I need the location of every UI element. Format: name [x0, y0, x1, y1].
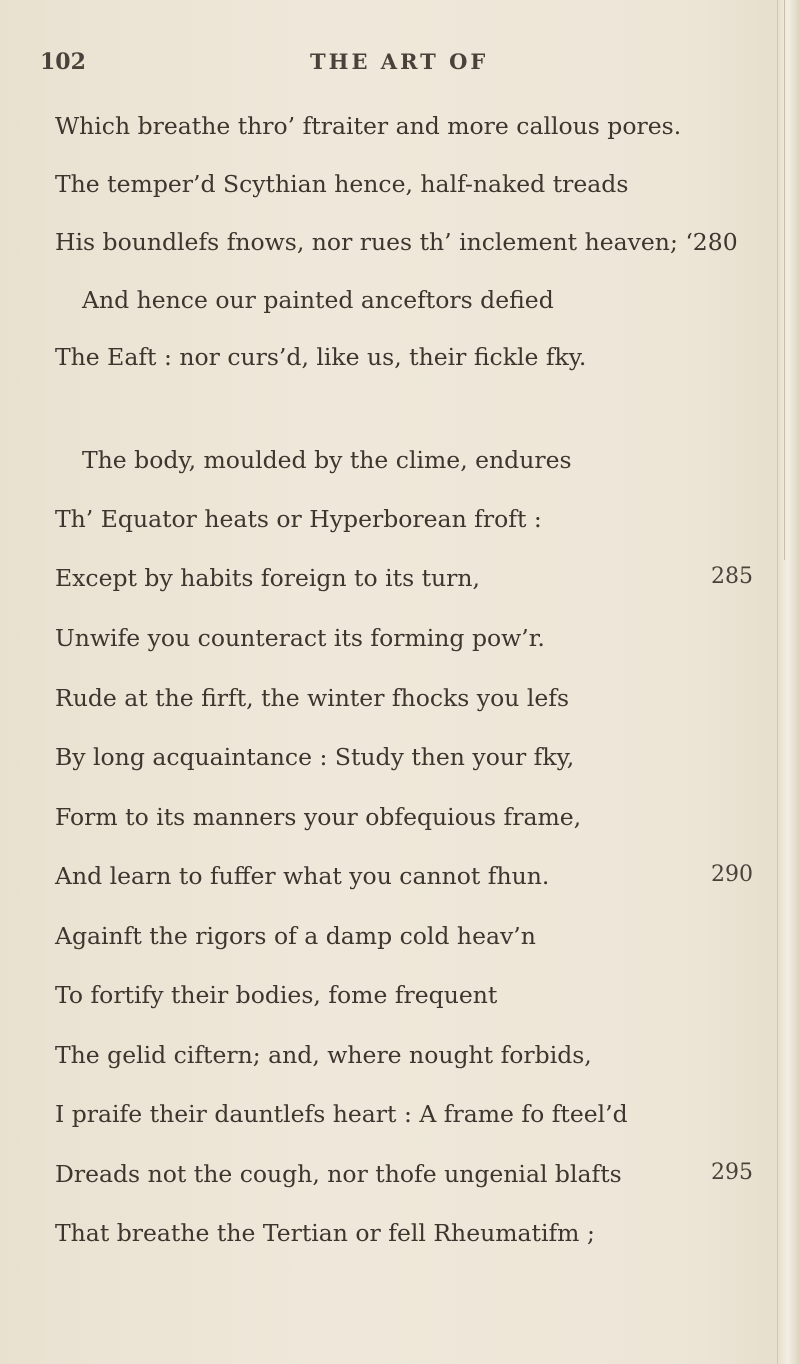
verse-text: The gelid ciftern; and, where nought forbids, [55, 1041, 592, 1069]
page-number: 102 [40, 49, 86, 75]
verse-text: Except by habits foreign to its turn, [55, 564, 481, 592]
verse-line [0, 862, 800, 902]
verse-text: By long acquaintance : Study then your fky, [55, 743, 575, 771]
verse-text: The body, moulded by the clime, endures [82, 446, 572, 474]
verse-line [0, 228, 800, 268]
verse-line [0, 981, 800, 1021]
verse-text: The temper’d Scythian hence, half-naked treads [55, 170, 629, 198]
verse-line [0, 803, 800, 843]
verse-line [0, 170, 800, 210]
verse-text: Dreads not the cough, nor thofe ungenial blafts [55, 1160, 622, 1188]
verse-text: And hence our painted anceftors defied [82, 286, 554, 314]
verse-line [0, 112, 800, 152]
verse-line [0, 1100, 800, 1140]
verse-text: The Eaft : nor curs’d, like us, their fickle fky. [55, 343, 587, 371]
verse-text: Unwife you counteract its forming pow’r. [55, 624, 545, 652]
verse-line [0, 684, 800, 724]
line-number: 285 [711, 564, 753, 589]
verse-line [0, 505, 800, 545]
verse-line [0, 1219, 800, 1259]
verse-line [0, 343, 800, 383]
verse-text: Which breathe thro’ ftraiter and more callous pores. [55, 112, 682, 140]
running-head: THE ART OF [310, 49, 489, 74]
verse-text: His boundlefs fnows, nor rues th’ inclement heaven; ‘280 [55, 228, 738, 256]
verse-text: To fortify their bodies, fome frequent [55, 981, 498, 1009]
page-header [40, 49, 680, 79]
verse-line [0, 922, 800, 962]
verse-text: Rude at the firft, the winter fhocks you lefs [55, 684, 570, 712]
line-number: 290 [711, 862, 753, 887]
verse-line [0, 446, 800, 486]
verse-text: And learn to fuffer what you cannot fhun. [55, 862, 550, 890]
verse-line [0, 743, 800, 783]
verse-text: Againft the rigors of a damp cold heav’n [55, 922, 536, 950]
verse-line [0, 624, 800, 664]
verse-text: That breathe the Tertian or fell Rheumatifm ; [55, 1219, 595, 1247]
verse-line [0, 564, 800, 604]
verse-text: Th’ Equator heats or Hyperborean froft : [55, 505, 542, 533]
line-number: 295 [711, 1160, 753, 1185]
verse-line [0, 286, 800, 326]
verse-line [0, 1160, 800, 1200]
verse-text: I praife their dauntlefs heart : A frame fo fteel’d [55, 1100, 628, 1128]
verse-line [0, 1041, 800, 1081]
verse-text: Form to its manners your obfequious frame, [55, 803, 582, 831]
